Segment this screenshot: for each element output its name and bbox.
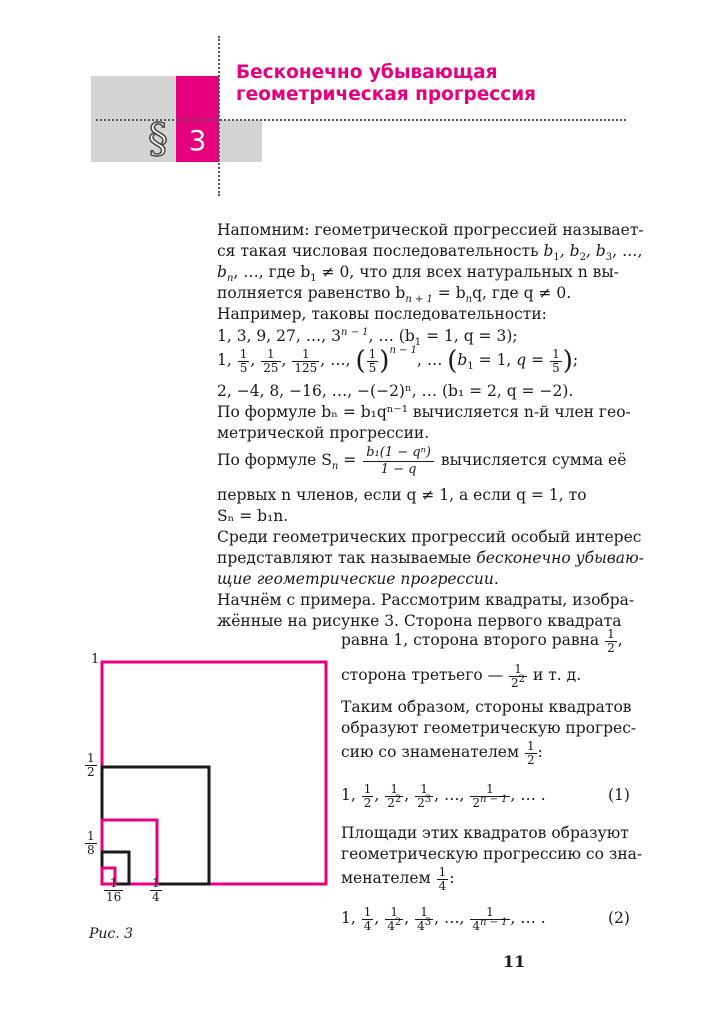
equation-1-number: (1) xyxy=(608,786,630,804)
section-number-box: 3 xyxy=(176,120,219,162)
page-title xyxy=(236,62,536,106)
page-number: 11 xyxy=(503,952,526,971)
equation-2: 1, $\frac{1}{4}$ , $\frac{1}{4^2}$ , $\frac{1}{4^3}$ , …, $\frac{1}{4^{n - 1}}$ , … . xyxy=(341,904,546,933)
header-dotted-vertical xyxy=(218,36,220,196)
figure-label-one: 1 xyxy=(91,652,100,667)
text-line-7: метрической прогрессии. xyxy=(217,424,430,442)
figure-label-eighth: 1 8 xyxy=(87,829,95,857)
text-line-9: первых n членов, если q ≠ 1, а если q = 1, то xyxy=(217,486,587,504)
equation-1: 1, $\frac{1}{2}$ , $\frac{1}{2^2}$ , $\frac{1}{2^3}$ , …, $\frac{1}{2^{n - 1}}$ , … . xyxy=(341,781,546,810)
text-line-11: Среди геометрических прогрессий особый интерес xyxy=(217,528,642,546)
figure-label-quarter: 1 4 xyxy=(152,876,160,904)
figure-caption: Рис. 3 xyxy=(89,926,134,942)
header-gray-block-right xyxy=(219,120,262,162)
sequence-3: 2, −4, 8, −16, …, −(−2)ⁿ, … (b₁ = 2, q = −2). xyxy=(217,382,574,400)
header-pink-top-bar xyxy=(176,76,219,120)
right-line-8: менателем $\frac{1}{4}$ : xyxy=(341,864,455,893)
text-line-2: ся такая числовая последовательность $b_1$, $b_2$, $b_3$, …, xyxy=(217,242,643,264)
sequence-1: 1, 3, 9, 27, …, $3^{n - 1}$, … ($b_1 = 1$, q = 3); xyxy=(217,326,518,349)
header-dotted-horizontal xyxy=(96,119,626,121)
text-line-1: Напомним: геометрической прогрессией называет- xyxy=(217,221,644,239)
text-line-6: По формуле bₙ = b₁qⁿ⁻¹ вычисляется n-й член гео- xyxy=(217,403,631,421)
text-line-5: Например, таковы последовательности: xyxy=(217,305,547,323)
text-line-14: Начнём с примера. Рассмотрим квадраты, изобра- xyxy=(217,591,635,609)
text-line-13: щие геометрические прогрессии. xyxy=(217,570,499,588)
text-line-10: Sₙ = b₁n. xyxy=(217,507,289,525)
page-title-line1: Бесконечно убывающая xyxy=(236,62,498,83)
right-line-1: равна 1, сторона второго равна $\frac{1}{2}$ , xyxy=(341,626,623,655)
text-line-15: жённые на рисунке 3. Сторона первого квадрата xyxy=(217,612,622,630)
page-title-line2: геометрическая прогрессия xyxy=(236,84,537,105)
text-line-3: $b_n$, …, где $b_1 \ne 0$, что для всех натуральных n вы- xyxy=(217,263,619,285)
equation-2-number: (2) xyxy=(608,909,630,927)
figure-label-sixteenth: 1 16 xyxy=(106,876,122,904)
text-line-12: представляют так называемые бесконечно убываю- xyxy=(217,549,644,567)
sum-formula-line: По формуле $S_n$ = $\frac{\text{b₁(1 − qⁿ)}}{1 - q}$ вычисляется сумма её xyxy=(217,444,627,477)
right-line-3: Таким образом, стороны квадратов xyxy=(341,698,632,716)
right-line-7: геометрическую прогрессию со зна- xyxy=(341,845,643,863)
text-line-4: полняется равенство $b_{n + 1} = b_nq$, где q ≠ 0. xyxy=(217,284,572,306)
right-line-4: образуют геометрическую прогрес- xyxy=(341,719,637,737)
right-line-5: сию со знаменателем $\frac{1}{2}$ : xyxy=(341,738,543,767)
right-line-6: Площади этих квадратов образуют xyxy=(341,824,629,842)
sequence-2: 1, $\frac{1}{5}$ , $\frac{1}{25}$ , $\frac{1}{125}$ , …, ( $\frac{1}{5}$ )$^{n - 1}$, … ($b_1 = 1$, q = $\frac{1}{5}$ ); xyxy=(217,345,579,376)
square-1 xyxy=(102,662,326,884)
section-symbol: § xyxy=(148,116,168,162)
figure-label-half: 1 2 xyxy=(87,751,95,779)
right-line-2: сторона третьего — $\frac{1}{2^2}$ и т. д. xyxy=(341,661,582,690)
